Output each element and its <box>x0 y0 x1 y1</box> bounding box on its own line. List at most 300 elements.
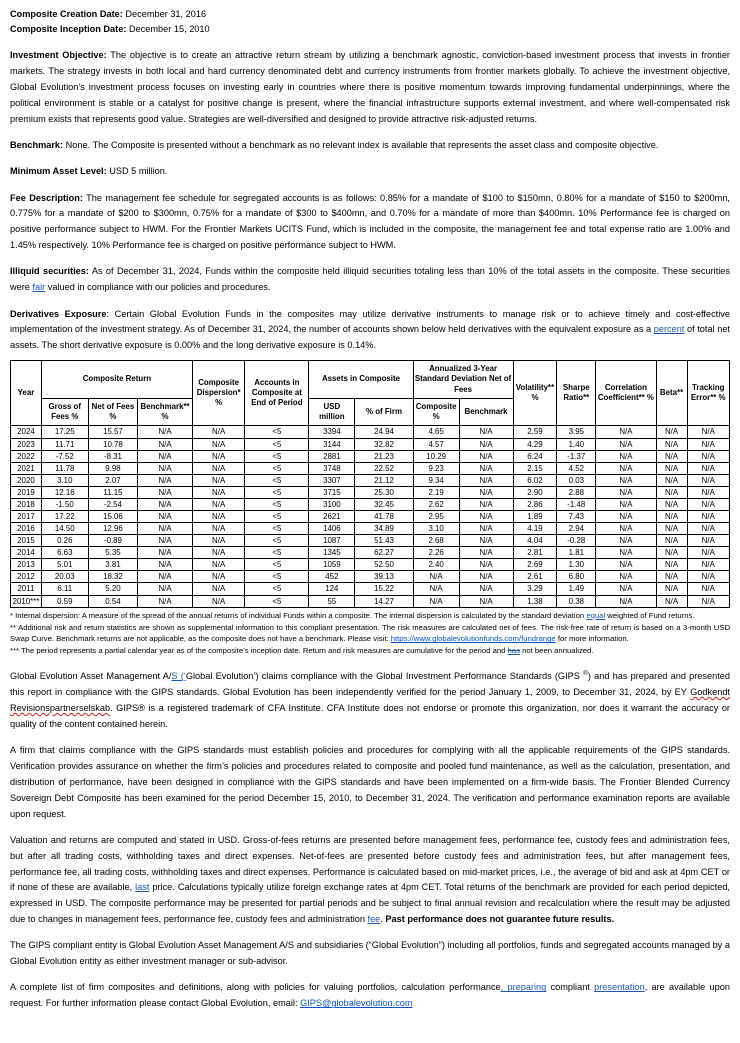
table-cell: N/A <box>687 547 730 559</box>
table-cell: 51.43 <box>355 535 413 547</box>
table-cell: N/A <box>596 547 656 559</box>
table-cell: N/A <box>138 547 193 559</box>
table-cell: 2.26 <box>413 547 459 559</box>
table-cell: N/A <box>656 535 687 547</box>
table-cell: 0.38 <box>557 595 596 607</box>
table-cell: N/A <box>138 438 193 450</box>
table-cell: -7.52 <box>41 450 88 462</box>
table-cell: 6.80 <box>557 571 596 583</box>
table-cell: N/A <box>687 571 730 583</box>
table-row <box>11 486 730 498</box>
table-cell: 9.34 <box>413 474 459 486</box>
table-cell: 11.71 <box>41 438 88 450</box>
table-cell: 2024 <box>11 426 42 438</box>
table-cell: 3.95 <box>557 426 596 438</box>
table-cell: N/A <box>138 510 193 522</box>
table-cell: 2.90 <box>513 486 557 498</box>
table-cell: N/A <box>656 498 687 510</box>
header-composite-return: Composite Return <box>41 361 192 399</box>
table-cell: 34.89 <box>355 523 413 535</box>
table-cell: N/A <box>192 535 244 547</box>
table-cell: 2.95 <box>413 510 459 522</box>
text-run: , preparing <box>500 982 547 993</box>
table-cell: <5 <box>245 559 309 571</box>
table-cell: 20.03 <box>41 571 88 583</box>
table-cell: N/A <box>459 462 513 474</box>
table-cell: <5 <box>245 547 309 559</box>
gips-entity-paragraph <box>10 938 730 970</box>
text-run: As of December 31, 2024, Funds within the composite held illiquid securities totaling less than 10% of the total assets in the composite. These securities were <box>10 266 730 293</box>
table-cell: 14.27 <box>355 595 413 607</box>
text-run: Minimum Asset Level: <box>10 166 107 177</box>
table-cell: N/A <box>192 426 244 438</box>
table-cell: 1406 <box>309 523 355 535</box>
table-cell: 2.59 <box>513 426 557 438</box>
text-run: , are available upon request. For further information please contact Global Evolution, email: <box>10 982 730 1009</box>
table-cell: 32.45 <box>355 498 413 510</box>
table-cell: N/A <box>596 462 656 474</box>
text-run: December 31, 2016 <box>122 9 207 19</box>
header-assets: Assets in Composite <box>309 361 413 399</box>
header-volatility: Volatility** % <box>513 361 557 426</box>
text-run: USD 5 million. <box>106 166 168 177</box>
table-cell: -1.50 <box>41 498 88 510</box>
table-cell: 2011 <box>11 583 42 595</box>
table-row <box>11 462 730 474</box>
table-cell: 3144 <box>309 438 355 450</box>
header-benchmark-sd: Benchmark <box>459 398 513 426</box>
table-footnotes <box>10 610 730 658</box>
text-run: The objective is to create an attractive return stream by utilizing a benchmark agnostic, conviction-based investment process that invests in frontier markets. The strategy invests in both local and hard currency denominated debt and currency instruments from frontier markets globally. To achieve the investment objective, Global Evolution’s investment process focuses on investing early in countries where there is positive momentum towards improving fundamental underpinnings, where the political environment is stable or a catalyst for positive change is present, where the financial infrastructure supports external investment, and where well-compensated risk premium exists that represents good value. Strategies are well-diversified and designed to provide attractive risk-adjusted returns. <box>10 50 730 124</box>
table-cell: -1.48 <box>557 498 596 510</box>
table-cell: N/A <box>656 547 687 559</box>
table-cell: N/A <box>596 583 656 595</box>
table-cell: N/A <box>192 583 244 595</box>
table-cell: -0.28 <box>557 535 596 547</box>
table-cell: N/A <box>192 559 244 571</box>
table-cell: 52.50 <box>355 559 413 571</box>
table-cell: N/A <box>138 559 193 571</box>
table-cell: 2.07 <box>88 474 138 486</box>
table-cell: <5 <box>245 510 309 522</box>
table-row <box>11 535 730 547</box>
table-row <box>11 498 730 510</box>
table-cell: N/A <box>687 474 730 486</box>
table-cell: <5 <box>245 426 309 438</box>
text-run: Composite Creation Date: <box>10 9 123 19</box>
table-cell: 2016 <box>11 523 42 535</box>
table-cell: N/A <box>459 510 513 522</box>
table-cell: 55 <box>309 595 355 607</box>
table-cell: 2020 <box>11 474 42 486</box>
table-cell: N/A <box>459 438 513 450</box>
table-cell: N/A <box>596 426 656 438</box>
table-cell: 3.29 <box>513 583 557 595</box>
header-benchmark-return: Benchmark** % <box>138 398 193 426</box>
table-cell: N/A <box>192 450 244 462</box>
table-cell: 11.15 <box>88 486 138 498</box>
table-cell: 2021 <box>11 462 42 474</box>
table-cell: 10.78 <box>88 438 138 450</box>
table-cell: 3394 <box>309 426 355 438</box>
table-cell: 3.10 <box>41 474 88 486</box>
table-cell: N/A <box>656 523 687 535</box>
table-cell: 15.06 <box>88 510 138 522</box>
table-cell: <5 <box>245 486 309 498</box>
table-cell: 62.27 <box>355 547 413 559</box>
table-cell: 2881 <box>309 450 355 462</box>
table-cell: 39.13 <box>355 571 413 583</box>
table-cell: N/A <box>192 571 244 583</box>
table-cell: -8.31 <box>88 450 138 462</box>
table-cell: 9.98 <box>88 462 138 474</box>
table-cell: 0.26 <box>41 535 88 547</box>
table-cell: N/A <box>656 571 687 583</box>
table-cell: 17.22 <box>41 510 88 522</box>
header-sharpe: Sharpe Ratio** <box>557 361 596 426</box>
text-run: A firm that claims compliance with the GIPS standards must establish policies and procedures for complying with all the applicable requirements of the GIPS standards. Verification provides assurance on whether the firm’s policies and procedures related to composite and pooled fund maintenance, as well as the calculation, presentation, and distribution of performance, have been designed in compliance with the GIPS standards and have been implemented on a firm-wide basis. The Frontier Blended Currency Sovereign Debt Composite has been examined for the period December 15, 2010, to December 31, 2024. The verification and performance examination reports are available upon request. <box>10 745 730 819</box>
complete-list-paragraph <box>10 980 730 1012</box>
table-cell: N/A <box>459 498 513 510</box>
text-run: . <box>380 914 386 924</box>
table-cell: 2.40 <box>413 559 459 571</box>
table-cell: N/A <box>687 498 730 510</box>
table-cell: 2013 <box>11 559 42 571</box>
table-cell: 6.02 <box>513 474 557 486</box>
table-cell: 124 <box>309 583 355 595</box>
table-cell: 2.81 <box>513 547 557 559</box>
table-cell: N/A <box>687 450 730 462</box>
table-cell: N/A <box>459 547 513 559</box>
table-cell: 1059 <box>309 559 355 571</box>
table-cell: <5 <box>245 523 309 535</box>
header-composite-sd: Composite % <box>413 398 459 426</box>
text-run: . GIPS® is a registered trademark of CFA Institute. CFA Institute does not endorse or promote this organization, nor does it warrant the accuracy or quality of the content contained herein. <box>10 703 730 729</box>
composite-dates-block <box>10 7 730 37</box>
text-run: December 15, 2010 <box>126 24 210 35</box>
table-cell: 21.23 <box>355 450 413 462</box>
text-run: ® <box>583 670 588 678</box>
table-cell: 2010*** <box>11 595 42 607</box>
table-cell: N/A <box>596 438 656 450</box>
table-cell: 1.38 <box>513 595 557 607</box>
gips-compliance-paragraph <box>10 668 730 732</box>
header-tracking-error: Tracking Error** % <box>687 361 730 426</box>
table-cell: <5 <box>245 583 309 595</box>
table-cell: N/A <box>192 595 244 607</box>
header-gross-of-fees: Gross of Fees % <box>41 398 88 426</box>
header-usd-million: USD million <box>309 398 355 426</box>
table-cell: 1.30 <box>557 559 596 571</box>
header-beta: Beta** <box>656 361 687 426</box>
table-row <box>11 438 730 450</box>
table-cell: N/A <box>656 426 687 438</box>
text-run: ) and has prepared and presented this report in compliance with the GIPS standards. Global Evolution has been independently verified for the period January 1, 2009, to December 31, 2024, by EY <box>10 671 731 698</box>
table-cell: <5 <box>245 595 309 607</box>
table-cell: N/A <box>413 583 459 595</box>
table-cell: 2.15 <box>513 462 557 474</box>
table-cell: 0.54 <box>88 595 138 607</box>
text-run: The management fee schedule for segregated accounts is as follows: 0.85% for a mandate of $100 to $150mn, 0.80% for a mandate of $150 to $200mn, 0.775% for a mandate of $200 to $300mn, 0.75% for a mandate of $300 to $400mn, and 0.70% for a mandate of more than $400mn. 10% Performance fee is charged on positive performance subject to HWM. For the Frontier Markets UCITS Fund, which is included in the composite, the management fee and total expense ratio are 1.00% and 1.45% respectively. 10% Performance fee is charged on positive performance subject to HWM. <box>10 192 730 251</box>
table-cell: N/A <box>192 523 244 535</box>
table-cell: 32.82 <box>355 438 413 450</box>
table-row <box>11 426 730 438</box>
header-accounts: Accounts in Composite at End of Period <box>245 361 309 426</box>
table-cell: 2621 <box>309 510 355 522</box>
table-cell: 15.22 <box>355 583 413 595</box>
text-run: None. The Composite is presented without a benchmark as no relevant index is available that represents the asset class and composite objective. <box>63 139 659 150</box>
table-cell: 4.65 <box>413 426 459 438</box>
text-run: The GIPS compliant entity is Global Evolution Asset Management A/S and subsidiaries (“Global Evolution”) including all portfolios, funds and segregated accounts managed by a Global Evolution entity as either investment manager or sub-advisor. <box>10 940 730 967</box>
table-cell: <5 <box>245 498 309 510</box>
table-cell: N/A <box>138 462 193 474</box>
table-cell: N/A <box>656 510 687 522</box>
table-cell: N/A <box>596 535 656 547</box>
table-cell: N/A <box>459 559 513 571</box>
table-cell: 2012 <box>11 571 42 583</box>
text-run: Global Evolution’) claims compliance with the Global Investment Performance Standards (GIPS <box>185 671 584 682</box>
table-cell: N/A <box>596 571 656 583</box>
table-cell: N/A <box>459 571 513 583</box>
table-cell: N/A <box>192 510 244 522</box>
table-cell: 2.94 <box>557 523 596 535</box>
table-cell: 6.11 <box>41 583 88 595</box>
table-cell: 18.32 <box>88 571 138 583</box>
text-run: * Internal dispersion: A measure of the spread of the annual returns of individual Funds within a composite. The internal dispersion is calculated by the standard deviation <box>10 610 587 620</box>
table-cell: 1345 <box>309 547 355 559</box>
table-cell: N/A <box>656 559 687 571</box>
table-cell: N/A <box>138 486 193 498</box>
text-run: fee <box>367 914 381 924</box>
text-run: last <box>135 882 150 893</box>
table-cell: N/A <box>459 595 513 607</box>
table-cell: 1.89 <box>513 510 557 522</box>
table-cell: 0.03 <box>557 474 596 486</box>
table-cell: 25.30 <box>355 486 413 498</box>
table-cell: 1.81 <box>557 547 596 559</box>
table-cell: N/A <box>596 450 656 462</box>
text-run: compliant <box>546 982 595 993</box>
header-composite-dispersion: Composite Dispersion* % <box>192 361 244 426</box>
text-run: : Certain Global Evolution Funds in the composites may utilize derivative instruments to manage risk or to achieve timely and cost-effective implementation of the investment strategy. As of December 31, 2024, the number of accounts shown below held derivatives with the equivalent exposure as a <box>10 308 730 335</box>
composite-performance-table <box>10 360 730 608</box>
table-cell: N/A <box>656 438 687 450</box>
table-cell: 17.25 <box>41 426 88 438</box>
text-run: not been annualized. <box>519 646 594 656</box>
text-run: of total net assets. The short derivative exposure is 0.00% and the long derivative exposure is 0.14%. <box>10 324 730 351</box>
footnote-partial-year <box>10 645 730 657</box>
table-cell: N/A <box>413 571 459 583</box>
table-row <box>11 583 730 595</box>
valuation-returns-paragraph <box>10 833 730 928</box>
table-cell: 4.19 <box>513 523 557 535</box>
table-cell: N/A <box>138 571 193 583</box>
table-cell: N/A <box>687 510 730 522</box>
table-cell: N/A <box>687 535 730 547</box>
table-cell: N/A <box>459 535 513 547</box>
table-cell: N/A <box>192 438 244 450</box>
table-cell: 12.16 <box>41 486 88 498</box>
table-cell: N/A <box>656 486 687 498</box>
header-year: Year <box>11 361 42 426</box>
table-row <box>11 510 730 522</box>
table-cell: 6.24 <box>513 450 557 462</box>
table-cell: <5 <box>245 571 309 583</box>
table-cell: 5.35 <box>88 547 138 559</box>
table-cell: 2.68 <box>413 535 459 547</box>
header-pct-of-firm: % of Firm <box>355 398 413 426</box>
benchmark-paragraph <box>10 138 730 154</box>
table-cell: 12.96 <box>88 523 138 535</box>
table-cell: N/A <box>192 547 244 559</box>
text-run: equal <box>586 610 606 620</box>
table-cell: 4.57 <box>413 438 459 450</box>
text-run: has <box>507 646 520 656</box>
table-cell: 2017 <box>11 510 42 522</box>
text-run: Composite Inception Date: <box>10 24 127 35</box>
table-cell: 7.43 <box>557 510 596 522</box>
table-header <box>11 361 730 426</box>
table-cell: N/A <box>138 535 193 547</box>
table-cell: 1087 <box>309 535 355 547</box>
table-cell: 2014 <box>11 547 42 559</box>
table-cell: N/A <box>687 523 730 535</box>
text-run: *** The period represents a partial calendar year as of the composite’s inception date. Return and risk measures are cumulative for the period and <box>10 646 508 656</box>
table-cell: 2.19 <box>413 486 459 498</box>
table-cell: 2023 <box>11 438 42 450</box>
table-cell: 21.12 <box>355 474 413 486</box>
table-cell: N/A <box>656 583 687 595</box>
firm-claims-paragraph <box>10 743 730 822</box>
table-cell: 0.59 <box>41 595 88 607</box>
text-run: percent <box>653 324 685 335</box>
footnote-risk-statistics <box>10 622 730 646</box>
table-cell: N/A <box>138 474 193 486</box>
table-cell: <5 <box>245 438 309 450</box>
table-cell: 10.29 <box>413 450 459 462</box>
table-cell: 3715 <box>309 486 355 498</box>
table-cell: 4.29 <box>513 438 557 450</box>
text-run: Investment Objective: <box>10 50 107 61</box>
text-run: Illiquid securities: <box>10 266 89 277</box>
table-cell: N/A <box>192 474 244 486</box>
text-run: price. Calculations typically utilize foreign exchange rates at 4pm CET. Total returns of the benchmark are provided for each period depicted, expressed in USD. The composite performance may be presented for partial periods and be subject to final annual revision and recalculation where the result may be adjusted due to changes in management fees, performance fee, custody fees and administration <box>10 882 730 924</box>
table-cell: N/A <box>656 474 687 486</box>
table-cell: 14.50 <box>41 523 88 535</box>
table-cell: N/A <box>138 426 193 438</box>
table-cell: 3.10 <box>413 523 459 535</box>
text-run: Derivatives Exposure <box>10 308 107 319</box>
table-cell: N/A <box>459 486 513 498</box>
email-link[interactable]: GIPS@globalevolution.com <box>300 998 413 1009</box>
text-run: fair <box>32 282 46 293</box>
table-cell: <5 <box>245 450 309 462</box>
fundrange-link[interactable]: https://www.globalevolutionfunds.com/fundrange <box>390 634 556 644</box>
table-cell: N/A <box>413 595 459 607</box>
header-correlation: Correlation Coefficient** % <box>596 361 656 426</box>
table-cell: 2.86 <box>513 498 557 510</box>
text-run: weighted of Fund returns. <box>605 610 695 620</box>
table-cell: -1.37 <box>557 450 596 462</box>
table-cell: N/A <box>459 523 513 535</box>
text-run: A complete list of firm composites and definitions, along with policies for valuing portfolios, calculation performance <box>10 982 501 993</box>
table-cell: N/A <box>687 595 730 607</box>
table-row <box>11 547 730 559</box>
table-row <box>11 474 730 486</box>
table-cell: 2.88 <box>557 486 596 498</box>
table-cell: N/A <box>596 486 656 498</box>
table-row <box>11 523 730 535</box>
table-cell: N/A <box>596 474 656 486</box>
table-cell: 15.57 <box>88 426 138 438</box>
text-run: S (‘ <box>171 671 186 682</box>
fee-description-paragraph <box>10 191 730 254</box>
table-cell: -0.89 <box>88 535 138 547</box>
text-run: Benchmark: <box>10 139 64 150</box>
text-run: Global Evolution Asset Management A/ <box>10 671 172 682</box>
table-cell: 5.01 <box>41 559 88 571</box>
text-run: ** Additional risk and return statistics are shown as supplemental information to this compliant presentation. The risk measures are calculated net of fees. The risk-free rate of return is based on a 3-month USD Swap Curve. Benchmark returns are not applicable, as the composite does not have a benchmark. Please visit: <box>10 622 730 644</box>
table-cell: 6.63 <box>41 547 88 559</box>
table-cell: N/A <box>596 595 656 607</box>
footnote-internal-dispersion <box>10 610 730 622</box>
table-cell: N/A <box>459 474 513 486</box>
table-cell: N/A <box>192 486 244 498</box>
table-cell: 1.49 <box>557 583 596 595</box>
minimum-asset-level-paragraph <box>10 164 730 180</box>
text-run: valued in compliance with our policies and procedures. <box>45 282 271 293</box>
text-run: Fee Description: <box>10 192 83 203</box>
table-cell: 2015 <box>11 535 42 547</box>
table-cell: 3748 <box>309 462 355 474</box>
table-cell: N/A <box>656 595 687 607</box>
table-cell: N/A <box>687 438 730 450</box>
table-cell: <5 <box>245 462 309 474</box>
table-body <box>11 426 730 607</box>
table-cell: 3307 <box>309 474 355 486</box>
table-cell: N/A <box>687 426 730 438</box>
text-run: presentation <box>594 982 645 993</box>
table-cell: N/A <box>656 462 687 474</box>
table-cell: N/A <box>596 559 656 571</box>
table-cell: N/A <box>459 426 513 438</box>
text-run: for more information. <box>555 634 629 644</box>
table-cell: 3100 <box>309 498 355 510</box>
table-cell: 5.20 <box>88 583 138 595</box>
derivatives-exposure-paragraph <box>10 307 730 354</box>
investment-objective-paragraph <box>10 48 730 127</box>
table-cell: N/A <box>596 523 656 535</box>
table-cell: 4.04 <box>513 535 557 547</box>
header-std-dev: Annualized 3-Year Standard Deviation Net of Fees <box>413 361 513 399</box>
table-cell: 4.52 <box>557 462 596 474</box>
table-row <box>11 559 730 571</box>
table-cell: N/A <box>138 595 193 607</box>
table-cell: -2.54 <box>88 498 138 510</box>
table-row <box>11 450 730 462</box>
table-cell: N/A <box>687 583 730 595</box>
table-cell: N/A <box>596 510 656 522</box>
table-cell: N/A <box>138 523 193 535</box>
table-cell: N/A <box>192 498 244 510</box>
table-cell: N/A <box>138 498 193 510</box>
table-cell: 1.40 <box>557 438 596 450</box>
table-cell: 2.69 <box>513 559 557 571</box>
table-cell: N/A <box>138 450 193 462</box>
header-net-of-fees: Net of Fees % <box>88 398 138 426</box>
text-run: Godkendt Revisionspartnerselskab <box>10 687 730 714</box>
table-cell: 9.23 <box>413 462 459 474</box>
